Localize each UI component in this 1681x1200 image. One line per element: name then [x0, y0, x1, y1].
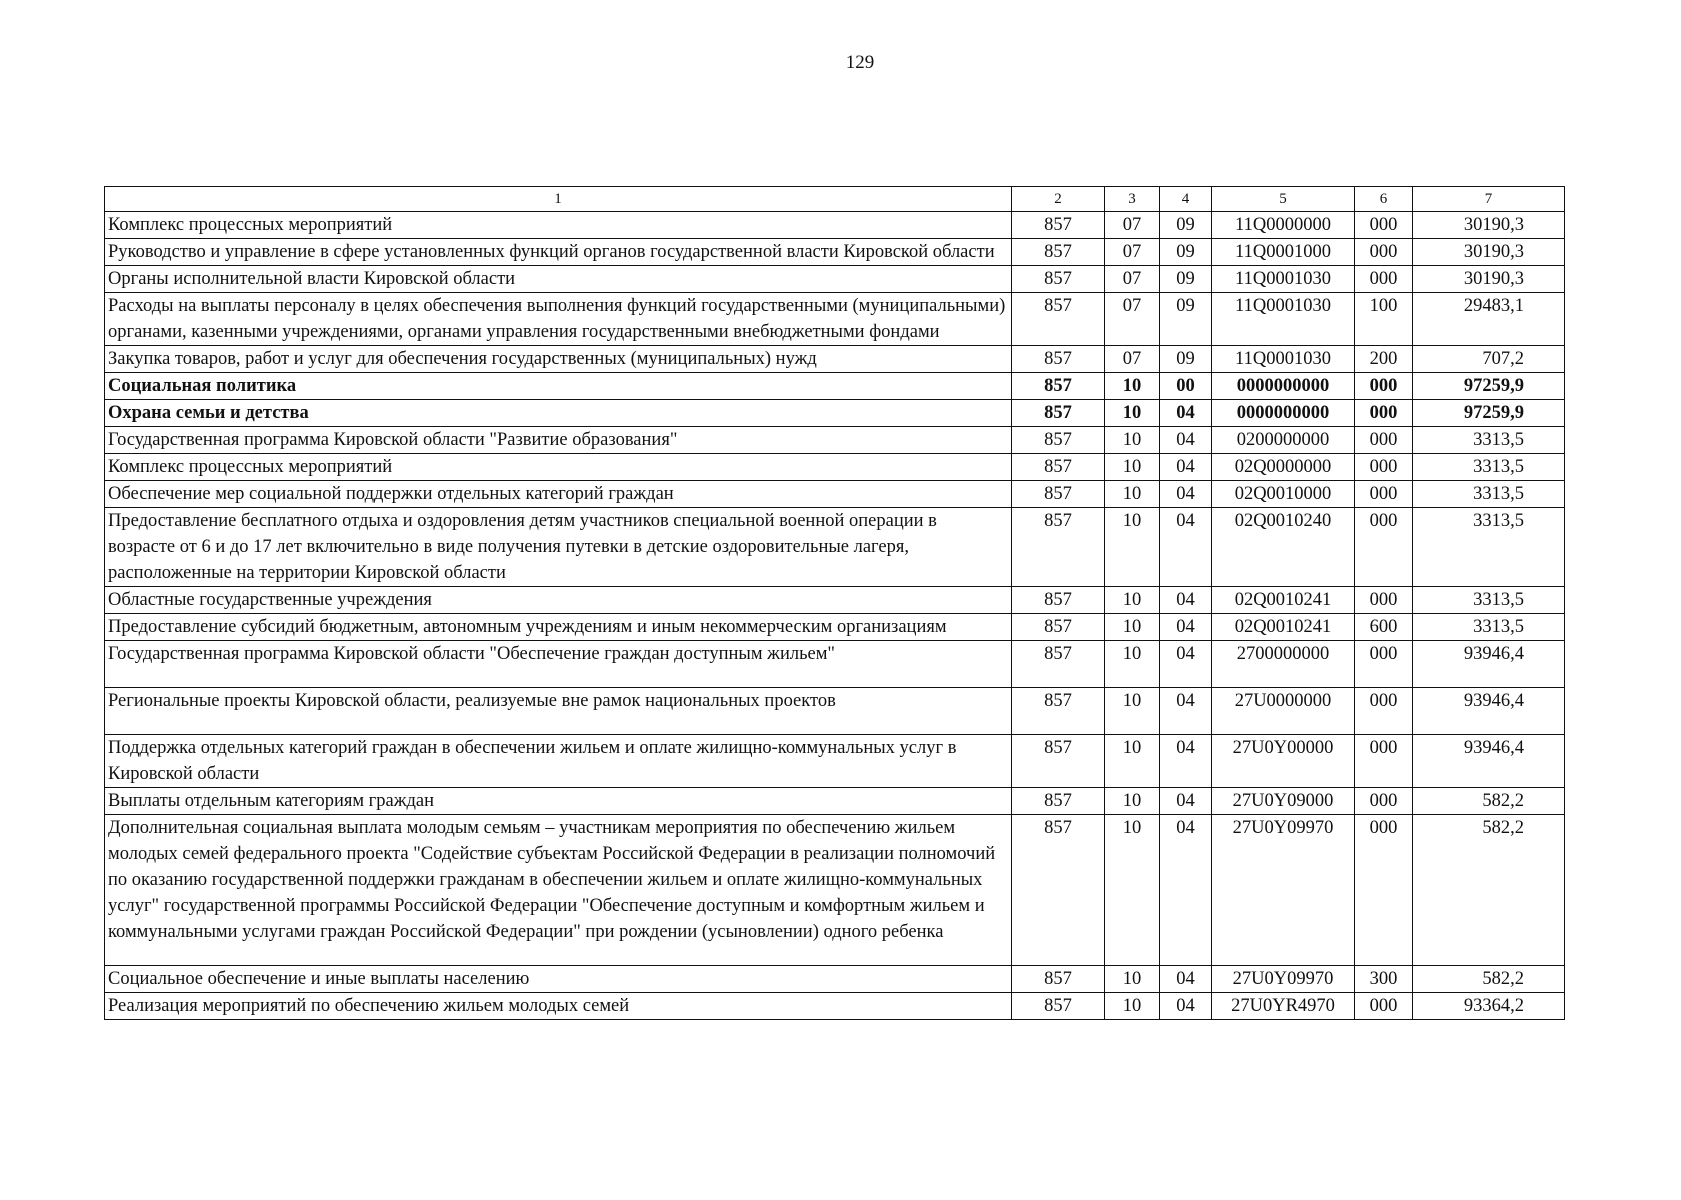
ministry-code-cell: 857	[1012, 508, 1105, 587]
table-row	[105, 266, 1565, 293]
subsection-cell: 09	[1160, 293, 1212, 346]
row-name-cell: Комплекс процессных мероприятий	[105, 212, 1012, 239]
amount-cell: 97259,9	[1413, 373, 1565, 400]
amount-cell: 93946,4	[1413, 641, 1565, 688]
subsection-cell: 04	[1160, 614, 1212, 641]
expense-type-cell: 000	[1355, 239, 1413, 266]
ministry-code-cell: 857	[1012, 587, 1105, 614]
expense-type-cell: 200	[1355, 346, 1413, 373]
ministry-code-cell: 857	[1012, 815, 1105, 966]
expense-type-cell: 000	[1355, 735, 1413, 788]
header-cell: 4	[1160, 187, 1212, 212]
target-article-cell: 27U0YR4970	[1212, 993, 1355, 1020]
ministry-code-cell: 857	[1012, 688, 1105, 735]
target-article-cell: 02Q0010241	[1212, 587, 1355, 614]
amount-cell: 582,2	[1413, 966, 1565, 993]
table-row	[105, 212, 1565, 239]
subsection-cell: 04	[1160, 641, 1212, 688]
ministry-code-cell: 857	[1012, 373, 1105, 400]
target-article-cell: 02Q0010240	[1212, 508, 1355, 587]
row-name-cell: Реализация мероприятий по обеспечению жильем молодых семей	[105, 993, 1012, 1020]
ministry-code-cell: 857	[1012, 346, 1105, 373]
amount-cell: 29483,1	[1413, 293, 1565, 346]
ministry-code-cell: 857	[1012, 481, 1105, 508]
section-cell: 07	[1105, 293, 1160, 346]
amount-cell: 30190,3	[1413, 239, 1565, 266]
budget-table	[104, 186, 1565, 1020]
expense-type-cell: 000	[1355, 641, 1413, 688]
subsection-cell: 04	[1160, 587, 1212, 614]
expense-type-cell: 000	[1355, 587, 1413, 614]
row-name-cell: Предоставление субсидий бюджетным, автономным учреждениям и иным некоммерческим организациям	[105, 614, 1012, 641]
expense-type-cell: 000	[1355, 481, 1413, 508]
row-name-cell: Дополнительная социальная выплата молодым семьям – участникам мероприятия по обеспечению жильем молодых семей федерального проекта "Содействие субъектам Российской Федерации в реализации полномочий по оказанию государственной поддержки гражданам в обеспечении жильем и оплате жилищно-коммунальных услуг" государственной программы Российской Федерации "Обеспечение доступным и комфортным жильем и коммунальными услугами граждан Российской Федерации" при рождении (усыновлении) одного ребенка	[105, 815, 1012, 966]
amount-cell: 93946,4	[1413, 735, 1565, 788]
amount-cell: 93946,4	[1413, 688, 1565, 735]
table-row	[105, 735, 1565, 788]
ministry-code-cell: 857	[1012, 293, 1105, 346]
header-cell: 2	[1012, 187, 1105, 212]
subsection-cell: 04	[1160, 454, 1212, 481]
table-row	[105, 293, 1565, 346]
section-cell: 10	[1105, 815, 1160, 966]
amount-cell: 3313,5	[1413, 481, 1565, 508]
ministry-code-cell: 857	[1012, 400, 1105, 427]
row-name-cell: Руководство и управление в сфере установленных функций органов государственной власти Кировской области	[105, 239, 1012, 266]
ministry-code-cell: 857	[1012, 641, 1105, 688]
target-article-cell: 0200000000	[1212, 427, 1355, 454]
expense-type-cell: 100	[1355, 293, 1413, 346]
ministry-code-cell: 857	[1012, 993, 1105, 1020]
expense-type-cell: 000	[1355, 454, 1413, 481]
target-article-cell: 27U0Y09970	[1212, 966, 1355, 993]
subsection-cell: 04	[1160, 508, 1212, 587]
table-row	[105, 993, 1565, 1020]
section-cell: 10	[1105, 614, 1160, 641]
table-row	[105, 400, 1565, 427]
ministry-code-cell: 857	[1012, 266, 1105, 293]
target-article-cell: 0000000000	[1212, 373, 1355, 400]
subsection-cell: 09	[1160, 212, 1212, 239]
table-row	[105, 454, 1565, 481]
ministry-code-cell: 857	[1012, 454, 1105, 481]
header-cell: 5	[1212, 187, 1355, 212]
expense-type-cell: 000	[1355, 212, 1413, 239]
section-cell: 10	[1105, 688, 1160, 735]
amount-cell: 707,2	[1413, 346, 1565, 373]
target-article-cell: 27U0000000	[1212, 688, 1355, 735]
subsection-cell: 09	[1160, 239, 1212, 266]
amount-cell: 3313,5	[1413, 508, 1565, 587]
row-name-cell: Социальная политика	[105, 373, 1012, 400]
header-cell: 6	[1355, 187, 1413, 212]
table-row	[105, 614, 1565, 641]
target-article-cell: 02Q0010000	[1212, 481, 1355, 508]
amount-cell: 97259,9	[1413, 400, 1565, 427]
subsection-cell: 04	[1160, 993, 1212, 1020]
amount-cell: 93364,2	[1413, 993, 1565, 1020]
amount-cell: 582,2	[1413, 788, 1565, 815]
expense-type-cell: 300	[1355, 966, 1413, 993]
expense-type-cell: 000	[1355, 400, 1413, 427]
table-row	[105, 239, 1565, 266]
subsection-cell: 04	[1160, 735, 1212, 788]
row-name-cell: Расходы на выплаты персоналу в целях обеспечения выполнения функций государственными (муниципальными) органами, казенными учреждениями, органами управления государственными внебюджетными фондами	[105, 293, 1012, 346]
row-name-cell: Охрана семьи и детства	[105, 400, 1012, 427]
table-row	[105, 641, 1565, 688]
expense-type-cell: 000	[1355, 688, 1413, 735]
ministry-code-cell: 857	[1012, 966, 1105, 993]
ministry-code-cell: 857	[1012, 427, 1105, 454]
amount-cell: 30190,3	[1413, 212, 1565, 239]
section-cell: 10	[1105, 454, 1160, 481]
section-cell: 07	[1105, 212, 1160, 239]
target-article-cell: 0000000000	[1212, 400, 1355, 427]
subsection-cell: 04	[1160, 966, 1212, 993]
section-cell: 10	[1105, 587, 1160, 614]
row-name-cell: Обеспечение мер социальной поддержки отдельных категорий граждан	[105, 481, 1012, 508]
subsection-cell: 04	[1160, 815, 1212, 966]
row-name-cell: Поддержка отдельных категорий граждан в обеспечении жильем и оплате жилищно-коммунальных услуг в Кировской области	[105, 735, 1012, 788]
row-name-cell: Государственная программа Кировской области "Обеспечение граждан доступным жильем"	[105, 641, 1012, 688]
expense-type-cell: 000	[1355, 993, 1413, 1020]
target-article-cell: 11Q0001030	[1212, 293, 1355, 346]
section-cell: 10	[1105, 735, 1160, 788]
expense-type-cell: 000	[1355, 373, 1413, 400]
expense-type-cell: 000	[1355, 815, 1413, 966]
ministry-code-cell: 857	[1012, 788, 1105, 815]
target-article-cell: 11Q0000000	[1212, 212, 1355, 239]
expense-type-cell: 000	[1355, 266, 1413, 293]
row-name-cell: Государственная программа Кировской области "Развитие образования"	[105, 427, 1012, 454]
ministry-code-cell: 857	[1012, 212, 1105, 239]
target-article-cell: 11Q0001000	[1212, 239, 1355, 266]
subsection-cell: 04	[1160, 788, 1212, 815]
header-cell: 1	[105, 187, 1012, 212]
target-article-cell: 27U0Y00000	[1212, 735, 1355, 788]
header-row	[105, 187, 1565, 212]
section-cell: 10	[1105, 373, 1160, 400]
amount-cell: 3313,5	[1413, 614, 1565, 641]
section-cell: 10	[1105, 400, 1160, 427]
subsection-cell: 04	[1160, 427, 1212, 454]
expense-type-cell: 600	[1355, 614, 1413, 641]
target-article-cell: 02Q0010241	[1212, 614, 1355, 641]
subsection-cell: 04	[1160, 688, 1212, 735]
table-row	[105, 346, 1565, 373]
section-cell: 10	[1105, 481, 1160, 508]
amount-cell: 3313,5	[1413, 454, 1565, 481]
table-row	[105, 508, 1565, 587]
target-article-cell: 27U0Y09000	[1212, 788, 1355, 815]
row-name-cell: Предоставление бесплатного отдыха и оздоровления детям участников специальной военной операции в возрасте от 6 и до 17 лет включительно в виде получения путевки в детские оздоровительные лагеря, расположенные на территории Кировской области	[105, 508, 1012, 587]
section-cell: 07	[1105, 266, 1160, 293]
header-cell: 7	[1413, 187, 1565, 212]
table-row	[105, 966, 1565, 993]
section-cell: 10	[1105, 427, 1160, 454]
section-cell: 10	[1105, 993, 1160, 1020]
section-cell: 10	[1105, 788, 1160, 815]
amount-cell: 582,2	[1413, 815, 1565, 966]
expense-type-cell: 000	[1355, 508, 1413, 587]
table-row	[105, 427, 1565, 454]
expense-type-cell: 000	[1355, 427, 1413, 454]
page-number: 129	[845, 52, 875, 73]
row-name-cell: Закупка товаров, работ и услуг для обеспечения государственных (муниципальных) нужд	[105, 346, 1012, 373]
subsection-cell: 00	[1160, 373, 1212, 400]
subsection-cell: 04	[1160, 400, 1212, 427]
row-name-cell: Выплаты отдельным категориям граждан	[105, 788, 1012, 815]
target-article-cell: 11Q0001030	[1212, 346, 1355, 373]
amount-cell: 30190,3	[1413, 266, 1565, 293]
section-cell: 10	[1105, 508, 1160, 587]
table-row	[105, 373, 1565, 400]
ministry-code-cell: 857	[1012, 735, 1105, 788]
table-row	[105, 815, 1565, 966]
ministry-code-cell: 857	[1012, 239, 1105, 266]
target-article-cell: 27U0Y09970	[1212, 815, 1355, 966]
table-row	[105, 688, 1565, 735]
section-cell: 07	[1105, 239, 1160, 266]
row-name-cell: Областные государственные учреждения	[105, 587, 1012, 614]
target-article-cell: 11Q0001030	[1212, 266, 1355, 293]
table-row	[105, 587, 1565, 614]
table-row	[105, 481, 1565, 508]
subsection-cell: 09	[1160, 346, 1212, 373]
ministry-code-cell: 857	[1012, 614, 1105, 641]
row-name-cell: Комплекс процессных мероприятий	[105, 454, 1012, 481]
target-article-cell: 02Q0000000	[1212, 454, 1355, 481]
expense-type-cell: 000	[1355, 788, 1413, 815]
amount-cell: 3313,5	[1413, 587, 1565, 614]
table-row	[105, 788, 1565, 815]
section-cell: 07	[1105, 346, 1160, 373]
subsection-cell: 04	[1160, 481, 1212, 508]
target-article-cell: 2700000000	[1212, 641, 1355, 688]
header-cell: 3	[1105, 187, 1160, 212]
row-name-cell: Социальное обеспечение и иные выплаты населению	[105, 966, 1012, 993]
subsection-cell: 09	[1160, 266, 1212, 293]
row-name-cell: Органы исполнительной власти Кировской области	[105, 266, 1012, 293]
section-cell: 10	[1105, 641, 1160, 688]
row-name-cell: Региональные проекты Кировской области, реализуемые вне рамок национальных проектов	[105, 688, 1012, 735]
section-cell: 10	[1105, 966, 1160, 993]
amount-cell: 3313,5	[1413, 427, 1565, 454]
